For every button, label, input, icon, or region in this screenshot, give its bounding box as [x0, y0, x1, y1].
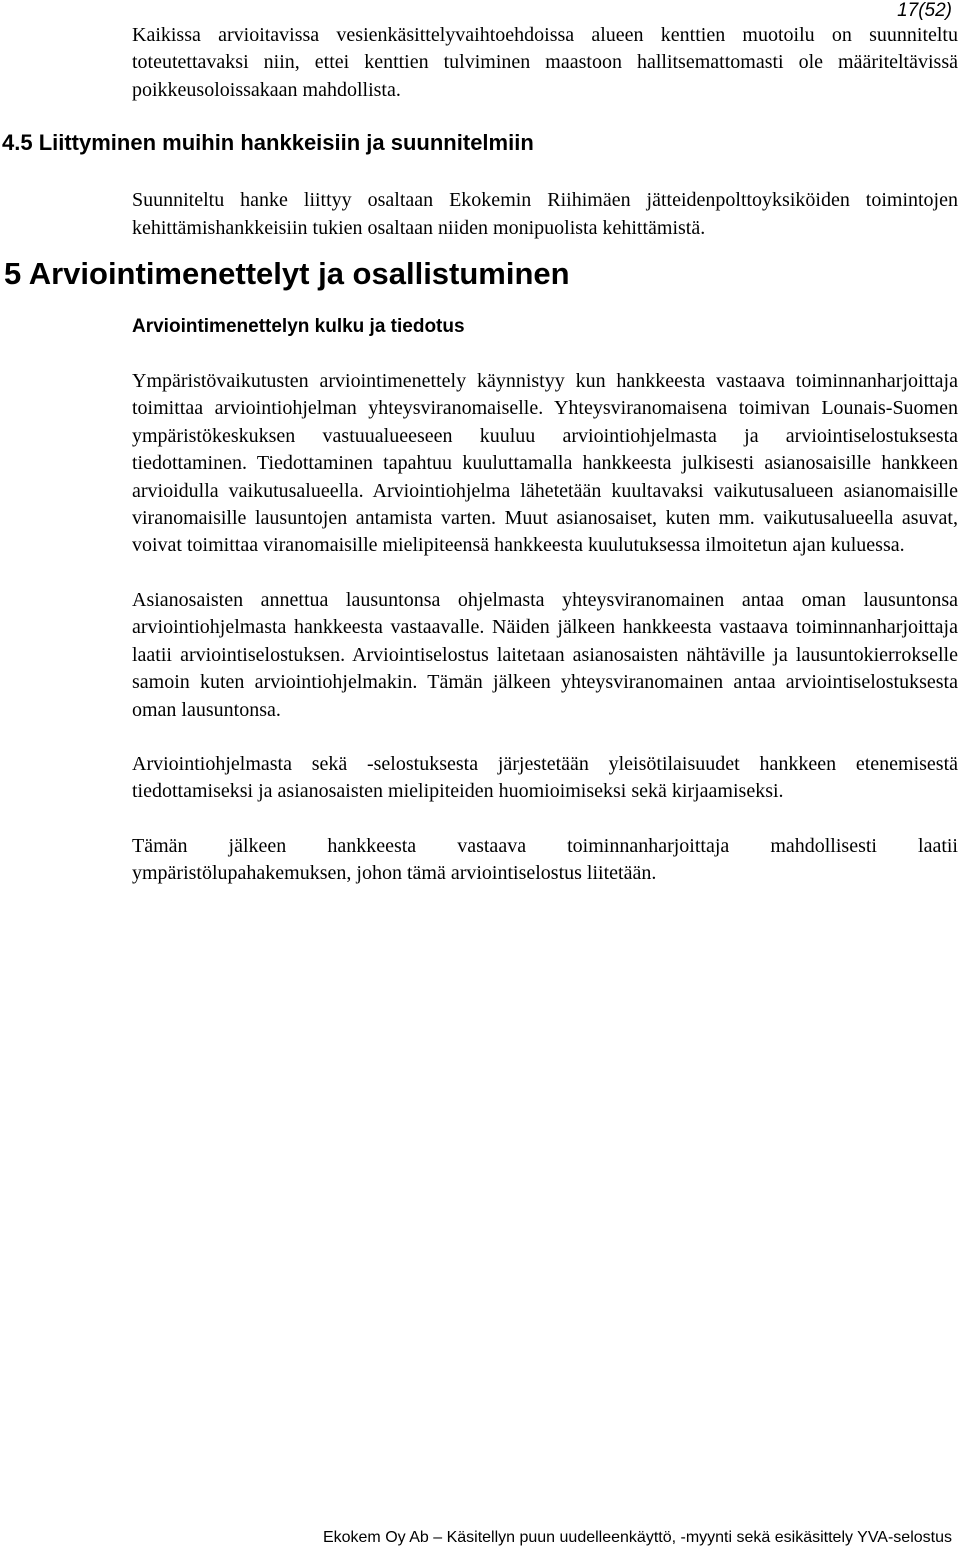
intro-paragraph: Kaikissa arvioitavissa vesienkäsittelyvaihtoehdoissa alueen kenttien muotoilu on suunniteltu toteutettavaksi niin, ettei kenttien tulviminen maastoon hallitsemattomasti ole määriteltävissä poikkeusoloissakaan mahdollista.: [132, 24, 958, 101]
paragraph-asianosaiset: Asianosaisten annettua lausuntonsa ohjelmasta yhteysviranomainen antaa oman lausuntonsa arviointiohjelmasta hankkeesta vastaavalle. Näiden jälkeen hankkeesta vastaava toiminnanharjoittaja laatii arviointiselostuksen. Arviointiselostus laitetaan asianosaisten nähtäville ja lausuntokierrokselle samoin kuten arviointiohjelmakin. Tämän jälkeen yhteysviranomainen antaa arviointiselostuksesta oman lausuntonsa.: [132, 588, 958, 721]
paragraph-yleisotilaisuudet: Arviointiohjelmasta sekä -selostuksesta järjestetään yleisötilaisuudet hankkeen etenemisestä tiedottamiseksi ja asianosaisten mielipiteiden huomioimiseksi sekä kirjaamiseksi.: [132, 752, 958, 803]
paragraph-ymparistolupa: Tämän jälkeen hankkeesta vastaava toiminnanharjoittaja mahdollisesti laatii ympäristölupahakemuksen, johon tämä arviointiselostus liitetään.: [132, 834, 958, 885]
section-4-5-paragraph: Suunniteltu hanke liittyy osaltaan Ekokemin Riihimäen jätteidenpolttoyksiköiden toimintojen kehittämishankkeisiin tukien osaltaan niiden monipuolista kehittämistä.: [132, 189, 958, 239]
document-body: [2, 22, 958, 888]
section-5-heading: 5 Arviointimenettelyt ja osallistuminen: [4, 256, 570, 292]
paragraph-arviointimenettely: Ympäristövaikutusten arviointimenettely käynnistyy kun hankkeesta vastaava toiminnanharjoittaja toimittaa arviointiohjelman yhteysviranomaiselle. Yhteysviranomaisena toimivan Lounais-Suomen ympäristökeskuksen vastuualueeseen kuuluu arviointiohjelmasta ja arviointiselostuksesta tiedottaminen. Tiedottaminen tapahtuu kuuluttamalla hankkeesta julkisesti asianosaisille hankkeen arvioidulla vaikutusalueella. Arviointiohjelma lähetetään kuultavaksi vaikutusalueen asianomaisille viranomaisille lausuntojen antamista varten. Muut asianosaiset, kuten mm. vaikutusalueella asuvat, voivat toimittaa viranomaisille mielipiteensä hankkeesta kuulutuksessa ilmoitetun ajan kuluessa.: [132, 370, 958, 557]
subsection-heading: Arviointimenettelyn kulku ja tiedotus: [132, 316, 465, 338]
page-footer: Ekokem Oy Ab – Käsitellyn puun uudelleenkäyttö, -myynti sekä esikäsittely YVA-selostus: [322, 1529, 952, 1546]
page-number: 17(52): [897, 0, 952, 21]
section-4-5-heading: 4.5 Liittyminen muihin hankkeisiin ja suunnitelmiin: [2, 130, 534, 156]
